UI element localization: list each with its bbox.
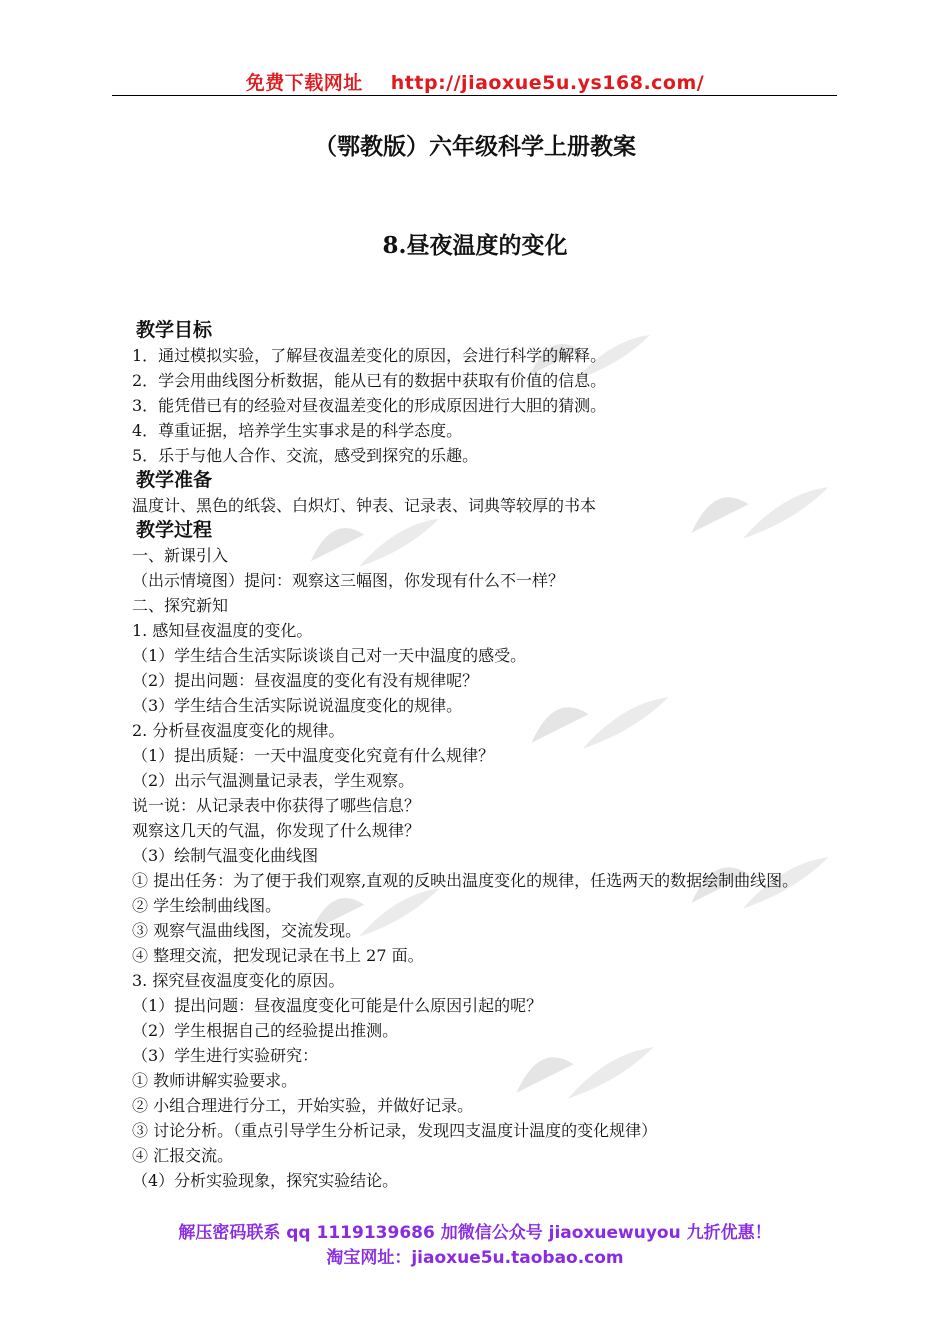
goal-item: 3．能凭借已有的经验对昼夜温差变化的形成原因进行大胆的猜测。 (132, 396, 607, 415)
process-line: 3. 探究昼夜温度变化的原因。 (132, 971, 345, 990)
section-heading-goals: 教学目标 (136, 319, 213, 341)
doc-title: （鄂教版）六年级科学上册教案 (314, 133, 636, 160)
process-line: （1）提出质疑：一天中温度变化究竟有什么规律？ (132, 746, 495, 765)
header-banner (0, 68, 950, 95)
header-rule (112, 95, 837, 96)
process-line: （4）分析实验现象，探究实验结论。 (132, 1171, 399, 1190)
header-url-link[interactable]: http://jiaoxue5u.ys168.com/ (390, 72, 705, 94)
process-line: （3）学生结合生活实际说说温度变化的规律。 (132, 696, 463, 715)
lesson-body (112, 318, 842, 1193)
process-line: 二、探究新知 (132, 596, 229, 615)
process-line: ④ 汇报交流。 (132, 1146, 234, 1165)
process-line: （1）提出问题：昼夜温度变化可能是什么原因引起的呢？ (132, 996, 543, 1015)
process-line: 2. 分析昼夜温度变化的规律。 (132, 721, 345, 740)
process-line: （2）提出问题：昼夜温度的变化有没有规律呢？ (132, 671, 479, 690)
process-line: ④ 整理交流，把发现记录在书上 27 面。 (132, 946, 424, 965)
process-line: ③ 观察气温曲线图，交流发现。 (132, 921, 362, 940)
process-line: 说一说：从记录表中你获得了哪些信息？ (132, 796, 421, 815)
goal-item: 4．尊重证据，培养学生实事求是的科学态度。 (132, 421, 463, 440)
prep-text: 温度计、黑色的纸袋、白炽灯、钟表、记录表、词典等较厚的书本 (132, 496, 597, 515)
process-line: （1）学生结合生活实际谈谈自己对一天中温度的感受。 (132, 646, 527, 665)
footer-contact: 解压密码联系 qq 1119139686 加微信公众号 jiaoxuewuyou 九折优惠！ (178, 1223, 772, 1243)
process-line: ① 提出任务：为了便于我们观察,直观的反映出温度变化的规律，任选两天的数据绘制曲线图。 (132, 871, 799, 890)
footer-shop-link[interactable]: 淘宝网址：jiaoxue5u.taobao.com (326, 1248, 624, 1268)
goal-item: 5．乐于与他人合作、交流，感受到探究的乐趣。 (132, 446, 479, 465)
goal-item: 1．通过模拟实验，了解昼夜温差变化的原因，会进行科学的解释。 (132, 346, 607, 365)
section-heading-prep: 教学准备 (136, 469, 213, 491)
process-line: （2）学生根据自己的经验提出推测。 (132, 1021, 399, 1040)
lesson-title: 8.昼夜温度的变化 (382, 232, 568, 259)
process-line: （3）学生进行实验研究： (132, 1046, 319, 1065)
process-line: （3）绘制气温变化曲线图 (132, 846, 319, 865)
process-line: 一、新课引入 (132, 546, 229, 565)
header-label: 免费下载网址 (245, 72, 363, 94)
process-line: ② 小组合理进行分工，开始实验，并做好记录。 (132, 1096, 474, 1115)
process-line: （2）出示气温测量记录表，学生观察。 (132, 771, 415, 790)
process-line: ② 学生绘制曲线图。 (132, 896, 282, 915)
process-line: ① 教师讲解实验要求。 (132, 1071, 298, 1090)
process-line: ③ 讨论分析。（重点引导学生分析记录，发现四支温度计温度的变化规律） (132, 1121, 658, 1140)
goal-item: 2．学会用曲线图分析数据，能从已有的数据中获取有价值的信息。 (132, 371, 607, 390)
process-line: 1. 感知昼夜温度的变化。 (132, 621, 313, 640)
process-line: 观察这几天的气温，你发现了什么规律？ (132, 821, 421, 840)
section-heading-process: 教学过程 (136, 519, 213, 541)
process-line: （出示情境图）提问：观察这三幅图，你发现有什么不一样？ (132, 571, 565, 590)
